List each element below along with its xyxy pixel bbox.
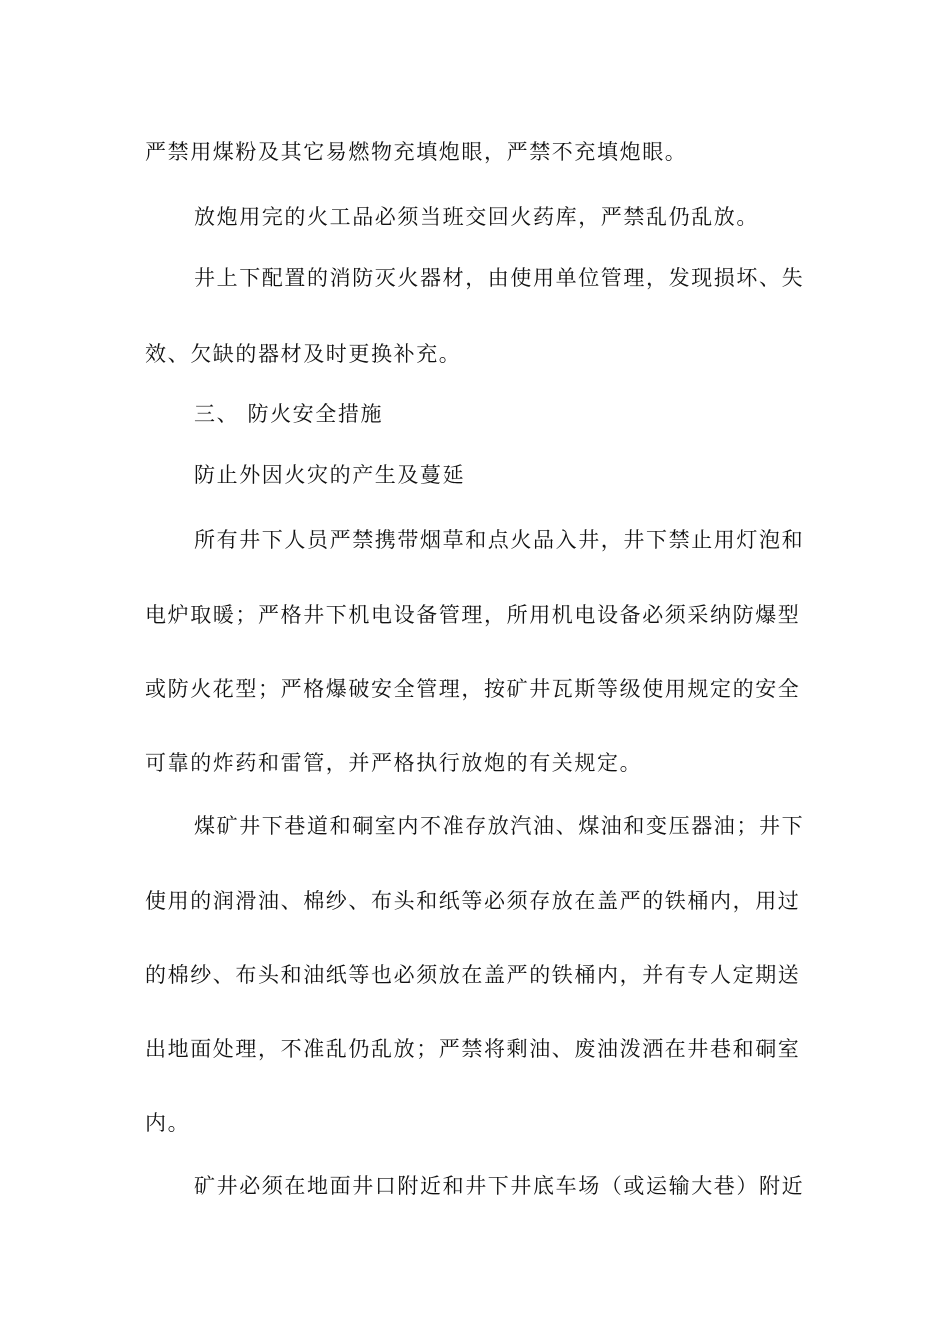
text-line: 严禁用煤粉及其它易燃物充填炮眼，严禁不充填炮眼。 — [145, 140, 688, 164]
text-line: 矿井必须在地面井口附近和井下井底车场（或运输大巷）附近 — [194, 1174, 805, 1198]
text-line: 煤矿井下巷道和硐室内不准存放汽油、煤油和变压器油；井下 — [194, 814, 805, 838]
text-line: 内。 — [145, 1111, 191, 1135]
text-line: 的棉纱、布头和油纸等也必须放在盖严的铁桶内，并有专人定期送 — [145, 963, 801, 987]
subsection-heading: 防止外因火灾的产生及蔓延 — [194, 463, 466, 487]
text-line: 所有井下人员严禁携带烟草和点火品入井，井下禁止用灯泡和 — [194, 528, 805, 552]
text-line: 电炉取暖；严格井下机电设备管理，所用机电设备必须采纳防爆型 — [145, 603, 801, 627]
section-heading: 三、 防火安全措施 — [194, 402, 384, 426]
text-line: 井上下配置的消防灭火器材，由使用单位管理，发现损坏、失 — [194, 266, 805, 290]
text-line: 可靠的炸药和雷管，并严格执行放炮的有关规定。 — [145, 751, 643, 775]
text-line: 效、欠缺的器材及时更换补充。 — [145, 342, 462, 366]
text-line: 或防火花型；严格爆破安全管理，按矿井瓦斯等级使用规定的安全 — [145, 677, 801, 701]
text-line: 使用的润滑油、棉纱、布头和纸等必须存放在盖严的铁桶内，用过 — [145, 889, 801, 913]
text-line: 出地面处理，不准乱仍乱放；严禁将剩油、废油泼洒在井巷和硐室 — [145, 1037, 801, 1061]
text-line: 放炮用完的火工品必须当班交回火药库，严禁乱仍乱放。 — [194, 205, 759, 229]
